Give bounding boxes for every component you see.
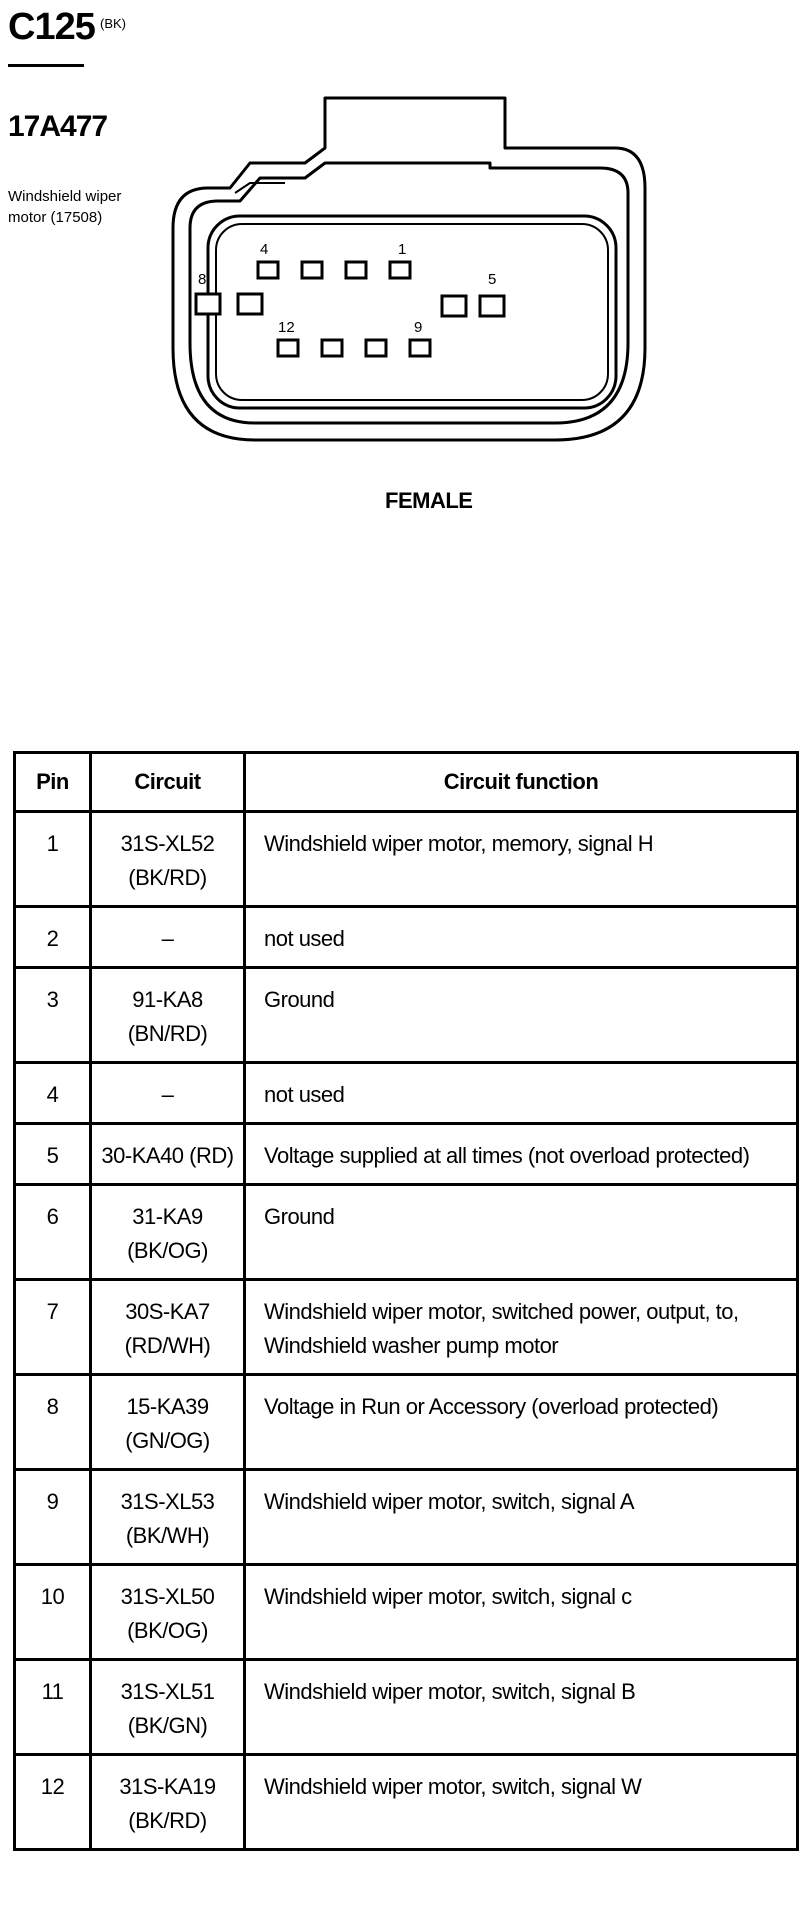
pin-cavity-10 bbox=[366, 340, 386, 356]
table-row bbox=[15, 1565, 798, 1660]
pin-cavity-11 bbox=[322, 340, 342, 356]
part-number: 17A477 bbox=[8, 110, 108, 143]
circuit-id: 31S-XL50 bbox=[120, 1584, 215, 1609]
pin-cavity-7 bbox=[238, 294, 262, 314]
pin-cavity-12 bbox=[278, 340, 298, 356]
circuit-wire-color: (BK/OG) bbox=[127, 1238, 208, 1263]
cell-circuit bbox=[91, 1755, 245, 1850]
pin-label-8: 8 bbox=[198, 271, 207, 288]
pin-label-9: 9 bbox=[414, 319, 423, 336]
cell-pin: 5 bbox=[15, 1124, 91, 1185]
table-row bbox=[15, 1280, 798, 1375]
cell-pin: 9 bbox=[15, 1470, 91, 1565]
pinout-table bbox=[13, 751, 799, 1851]
pin-cavity-2 bbox=[346, 262, 366, 278]
header-pin: Pin bbox=[15, 753, 91, 812]
cell-pin: 2 bbox=[15, 907, 91, 968]
cell-pin: 11 bbox=[15, 1660, 91, 1755]
table-row bbox=[15, 1185, 798, 1280]
cell-circuit-function: Windshield wiper motor, switched power, output, to, Windshield washer pump motor bbox=[245, 1280, 798, 1375]
cell-circuit bbox=[91, 1565, 245, 1660]
table-row bbox=[15, 1755, 798, 1850]
circuit-id: – bbox=[161, 1082, 174, 1107]
table-header-row bbox=[15, 753, 798, 812]
pin-cavity-8 bbox=[196, 294, 220, 314]
circuit-wire-color: (GN/OG) bbox=[125, 1428, 210, 1453]
circuit-id: – bbox=[161, 926, 174, 951]
circuit-wire-color: (BK/RD) bbox=[128, 1808, 207, 1833]
pin-cavity-4 bbox=[258, 262, 278, 278]
cell-pin: 6 bbox=[15, 1185, 91, 1280]
cell-circuit-function: Ground bbox=[245, 968, 798, 1063]
cell-pin: 12 bbox=[15, 1755, 91, 1850]
pin-cavity-3 bbox=[302, 262, 322, 278]
circuit-wire-color: (BN/RD) bbox=[127, 1021, 208, 1046]
cell-circuit bbox=[91, 907, 245, 968]
connector-color: (BK) bbox=[100, 16, 126, 31]
pin-label-1: 1 bbox=[398, 241, 407, 258]
circuit-id: 91-KA8 bbox=[132, 987, 203, 1012]
cell-pin: 1 bbox=[15, 812, 91, 907]
pin-label-4: 4 bbox=[260, 241, 269, 258]
header-underline bbox=[8, 64, 84, 67]
table-row bbox=[15, 812, 798, 907]
pin-cavity-area bbox=[208, 216, 616, 408]
cell-circuit-function: Voltage in Run or Accessory (overload protected) bbox=[245, 1375, 798, 1470]
pin-label-5: 5 bbox=[488, 271, 497, 288]
cell-circuit bbox=[91, 1124, 245, 1185]
header-circuit: Circuit bbox=[91, 753, 245, 812]
circuit-id: 30-KA40 (RD) bbox=[101, 1143, 234, 1168]
pin-cavity-area-inner bbox=[216, 224, 608, 400]
cell-circuit-function: not used bbox=[245, 907, 798, 968]
cell-circuit-function: Windshield wiper motor, switch, signal A bbox=[245, 1470, 798, 1565]
table-row bbox=[15, 968, 798, 1063]
circuit-id: 31S-KA19 bbox=[119, 1774, 216, 1799]
pin-cavity-5 bbox=[480, 296, 504, 316]
cell-circuit-function: Ground bbox=[245, 1185, 798, 1280]
cell-circuit bbox=[91, 1063, 245, 1124]
circuit-wire-color: (BK/GN) bbox=[127, 1713, 208, 1738]
cell-circuit bbox=[91, 968, 245, 1063]
cell-circuit bbox=[91, 1185, 245, 1280]
cell-circuit bbox=[91, 1660, 245, 1755]
circuit-wire-color: (BK/RD) bbox=[128, 865, 207, 890]
table-row bbox=[15, 1063, 798, 1124]
circuit-id: 15-KA39 bbox=[126, 1394, 209, 1419]
pin-cavity-9 bbox=[410, 340, 430, 356]
cell-circuit-function: Windshield wiper motor, switch, signal W bbox=[245, 1755, 798, 1850]
header-circuit-function: Circuit function bbox=[245, 753, 798, 812]
cell-circuit-function: Windshield wiper motor, memory, signal H bbox=[245, 812, 798, 907]
table-row bbox=[15, 1124, 798, 1185]
pin-cavity-6 bbox=[442, 296, 466, 316]
connector-id: C125 bbox=[8, 6, 95, 48]
table-row bbox=[15, 907, 798, 968]
cell-pin: 10 bbox=[15, 1565, 91, 1660]
cell-circuit bbox=[91, 1280, 245, 1375]
latch-detail bbox=[235, 183, 285, 193]
cell-circuit-function: Windshield wiper motor, switch, signal B bbox=[245, 1660, 798, 1755]
pin-label-12: 12 bbox=[278, 319, 295, 336]
cell-circuit-function: Windshield wiper motor, switch, signal c bbox=[245, 1565, 798, 1660]
table-row bbox=[15, 1375, 798, 1470]
circuit-id: 31-KA9 bbox=[132, 1204, 203, 1229]
component-description: Windshield wiper motor (17508) bbox=[8, 188, 122, 226]
connector-gender-label: FEMALE bbox=[385, 488, 473, 513]
circuit-id: 31S-XL51 bbox=[120, 1679, 215, 1704]
circuit-wire-color: (RD/WH) bbox=[124, 1333, 211, 1358]
cell-pin: 7 bbox=[15, 1280, 91, 1375]
cell-pin: 8 bbox=[15, 1375, 91, 1470]
circuit-id: 30S-KA7 bbox=[125, 1299, 210, 1324]
cell-circuit bbox=[91, 1375, 245, 1470]
circuit-id: 31S-XL52 bbox=[120, 831, 215, 856]
cell-circuit bbox=[91, 812, 245, 907]
circuit-wire-color: (BK/WH) bbox=[125, 1523, 210, 1548]
cell-circuit-function: Voltage supplied at all times (not overload protected) bbox=[245, 1124, 798, 1185]
table-row bbox=[15, 1470, 798, 1565]
connector-face-diagram bbox=[160, 88, 660, 468]
cell-circuit bbox=[91, 1470, 245, 1565]
cell-pin: 4 bbox=[15, 1063, 91, 1124]
circuit-wire-color: (BK/OG) bbox=[127, 1618, 208, 1643]
table-row bbox=[15, 1660, 798, 1755]
pin-cavity-1 bbox=[390, 262, 410, 278]
cell-pin: 3 bbox=[15, 968, 91, 1063]
circuit-id: 31S-XL53 bbox=[120, 1489, 215, 1514]
cell-circuit-function: not used bbox=[245, 1063, 798, 1124]
